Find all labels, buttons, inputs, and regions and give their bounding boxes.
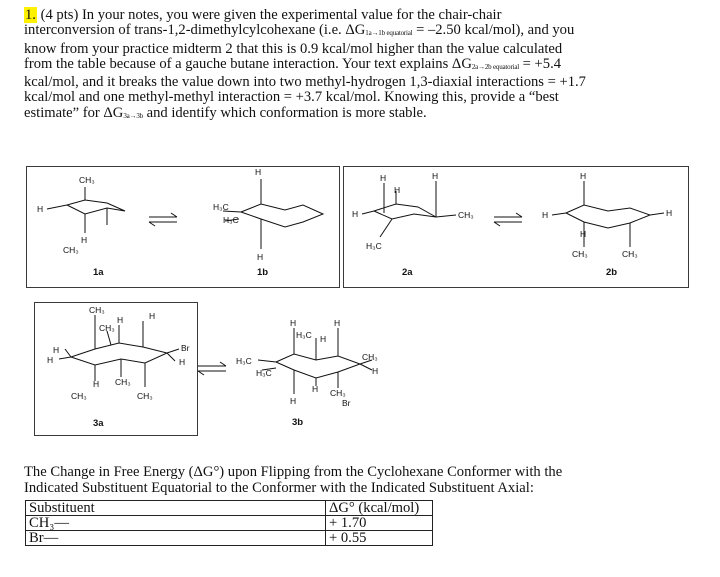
substituent-cell: CH₃—	[26, 516, 326, 531]
question-line-1: 1. (4 pts) In your notes, you were given the experimental value for the chair-chair	[25, 7, 502, 23]
h-label: H	[290, 396, 297, 406]
delta-g-cell: + 0.55	[326, 531, 433, 546]
chair-1a	[47, 187, 125, 233]
table-caption	[24, 465, 704, 496]
ch3-label: CH₃	[99, 323, 115, 333]
scheme-3b	[196, 302, 386, 434]
caption-line-2: Indicated Substituent Equatorial to the Conformer with the Indicated Substituent Axial:	[24, 479, 534, 496]
ch3-label: CH₃	[115, 377, 131, 387]
h-label: H	[666, 208, 673, 218]
h-label: H	[320, 334, 327, 344]
panel-2a-2b	[343, 166, 689, 288]
compound-label-3a: 3a	[93, 418, 104, 429]
ch3-label: CH₃	[362, 352, 378, 362]
h-label: H	[81, 235, 88, 245]
chair-2a	[362, 181, 456, 237]
ch3-label: CH₃	[137, 391, 153, 401]
h-label: H	[53, 345, 60, 355]
header-delta-g: ΔG° (kcal/mol)	[326, 501, 433, 516]
question-line-5: kcal/mol, and it breaks the value down into two methyl-hydrogen 1,3-diaxial interactions = +1.7	[24, 74, 586, 91]
br-label: Br	[181, 343, 190, 353]
h-label: H	[257, 252, 264, 262]
ch3-label: CH₃	[330, 388, 346, 398]
h3c-label: H₃C	[366, 241, 382, 251]
delta-g-subscript-2: 2a→2b equatorial	[471, 62, 520, 71]
substituent-cell: Br—	[26, 531, 326, 546]
h-label: H	[47, 355, 54, 365]
chair-2b	[552, 181, 664, 247]
equilibrium-arrows	[149, 213, 177, 226]
panel-3a-3b	[34, 302, 198, 436]
equilibrium-arrows	[494, 213, 522, 226]
h-label: H	[580, 171, 587, 181]
scheme-2a-2b	[344, 167, 688, 287]
ch3-label: CH₃	[458, 210, 474, 220]
header-substituent: Substituent	[26, 501, 326, 516]
h3c-label: H₃C	[213, 202, 229, 212]
h-label: H	[352, 209, 359, 219]
compound-label-2a: 2a	[402, 267, 413, 278]
compound-label-2b: 2b	[606, 267, 618, 278]
question-text	[24, 8, 704, 124]
h-label: H	[580, 229, 587, 239]
equilibrium-arrows	[198, 362, 226, 375]
delta-g-subscript-3: 3a→3b	[123, 111, 143, 120]
h3c-label: H₃C	[236, 356, 252, 366]
question-line-4: from the table because of a gauche butane interaction. Your text explains ΔG2a→2b equatorial = +5.4	[24, 55, 562, 72]
table-header-row	[26, 501, 433, 516]
ch3-label: CH₃	[622, 249, 638, 259]
h3c-label: H₃C	[223, 215, 239, 225]
br-label: Br	[342, 398, 351, 408]
question-line-3: know from your practice midterm 2 that this is 0.9 kcal/mol higher than the value calculated	[24, 40, 563, 57]
h-label: H	[179, 357, 186, 367]
h-label: H	[290, 318, 297, 328]
question-line-7: estimate” for ΔG3a→3b and identify which conformation is more stable.	[24, 104, 427, 121]
question-line-6: kcal/mol and one methyl-methyl interaction = +3.7 kcal/mol. Knowing this, provide a “best	[24, 89, 559, 106]
ch3-label: CH₃	[71, 391, 87, 401]
table-row	[26, 531, 433, 546]
chair-1b	[223, 179, 323, 249]
h3c-label: H₃C	[256, 368, 272, 378]
question-line-2: interconversion of trans-1,2-dimethylcylcohexane (i.e. ΔG1a→1b equatorial = –2.50 kcal/mol), and you	[24, 22, 575, 39]
h-label: H	[312, 384, 319, 394]
h-label: H	[37, 204, 44, 214]
question-number: 1.	[25, 7, 36, 23]
scheme-1a-1b	[27, 167, 339, 287]
h-label: H	[255, 167, 262, 177]
caption-line-1: The Change in Free Energy (ΔG°) upon Flipping from the Cyclohexane Conformer with the	[24, 464, 563, 480]
h-label: H	[372, 366, 379, 376]
h-label: H	[432, 171, 439, 181]
delta-g-subscript-1: 1a→1b equatorial	[365, 29, 413, 38]
compound-label-1a: 1a	[93, 267, 104, 278]
table-row	[26, 516, 433, 531]
h-label: H	[117, 315, 124, 325]
ch3-label: CH₃	[63, 245, 79, 255]
h-label: H	[334, 318, 341, 328]
panel-1a-1b	[26, 166, 340, 288]
compound-label-3b: 3b	[292, 417, 304, 428]
ch3-label: CH₃	[89, 305, 105, 315]
compound-label-1b: 1b	[257, 267, 269, 278]
h-label: H	[394, 185, 401, 195]
ch3-label: CH₃	[79, 175, 95, 185]
h-label: H	[542, 210, 549, 220]
delta-g-cell: + 1.70	[326, 516, 433, 531]
h-label: H	[93, 379, 100, 389]
ch3-label: CH₃	[572, 249, 588, 259]
free-energy-table	[25, 500, 433, 546]
h-label: H	[149, 311, 156, 321]
chair-3a-svg	[35, 303, 197, 435]
h-label: H	[380, 173, 387, 183]
h3c-label: H₃C	[296, 330, 312, 340]
